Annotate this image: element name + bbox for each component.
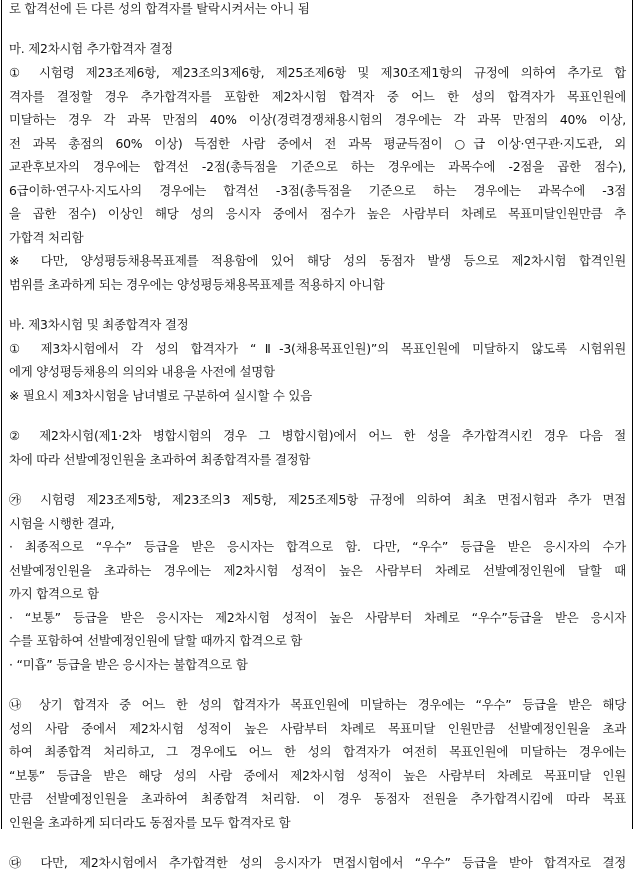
section-heading-ma: 마. 제2차시험 추가합격자 결정	[9, 41, 173, 56]
text-line: 격자를 결정할 경우 추가합격자를 포함한 제2차시험 합격자 중 어느 한 성의 합격자가 목표인원에	[9, 89, 626, 104]
text-line: 미달하는 경우 각 과목 만점의 40% 이상(경력경쟁채용시험의 경우에는 각 과목 만점의 40% 이상,	[9, 112, 626, 127]
document-page	[1, 0, 633, 870]
text-line: 만큼 선발예정인원을 초과하여 최종합격 처리함. 이 경우 동점자 전원을 추가합격시킴에 따라 목표	[9, 791, 626, 806]
text-line: 까지 합격으로 함	[9, 586, 99, 601]
text-line: 6급이하·연구사·지도사의 경우에는 합격선 -3점(총득점을 기준으로 하는 경우에는 과목수에 -3점	[9, 183, 626, 198]
text-line: 을 곱한 점수) 이상인 해당 성의 응시자 중에서 점수가 높은 사람부터 차례로 목표미달인원만큼 추	[9, 206, 626, 221]
text-line: “보통” 등급을 받은 해당 성의 사람 중에서 제2차시험 성적이 높은 사람부터 차례로 목표미달 인원	[9, 768, 626, 783]
text-line: ① 시험령 제23조제6항, 제23조의3제6항, 제25조제6항 및 제30조제1항의 규정에 의하여 추가로 합	[9, 65, 626, 80]
text-line: 하여 최종합격 처리하고, 그 경우에도 어느 한 성의 합격자가 여전히 목표인원에 미달하는 경우에는	[9, 744, 626, 759]
note-line: ※ 필요시 제3차시험을 남녀별로 구분하여 실시할 수 있음	[9, 388, 312, 403]
text-line: ② 제2차시험(제1·2차 병합시험의 경우 그 병합시험)에서 어느 한 성을 추가합격시킨 경우 다음 절	[9, 428, 626, 443]
bullet-line: · 최종적으로 “우수” 등급을 받은 응시자는 합격으로 함. 다만, “우수” 등급을 받은 응시자의 수가	[9, 539, 626, 554]
text-line: ① 제3차시험에서 각 성의 합격자가 “Ⅱ-3(채용목표인원)”의 목표인원에 미달하지 않도록 시험위원	[9, 341, 626, 356]
text-line: ㉰ 다만, 제2차시험에서 추가합격한 성의 응시자가 면접시험에서 “우수” 등급을 받아 합격자로 결정	[9, 855, 626, 870]
text-line: 선발예정인원을 초과하는 경우에는 제2차시험 성적이 높은 사람부터 차례로 선발예정인원에 달할 때	[9, 563, 626, 578]
text-line: 교관후보자의 경우에는 합격선 -2점(총득점을 기준으로 하는 경우에는 과목수에 -2점을 곱한 점수),	[9, 159, 626, 174]
text-line: 차에 따라 선발예정인원을 초과하여 최종합격자를 결정함	[9, 452, 311, 467]
text-line: 전 과목 총점의 60% 이상) 득점한 사람 중에서 전 과목 평균득점이 ○급 이상·연구관·지도관, 외	[9, 136, 626, 151]
text-line: 가합격 처리함	[9, 230, 84, 245]
text-line: 로 합격선에 든 다른 성의 합격자를 탈락시켜서는 아니 됨	[9, 1, 310, 16]
section-heading-ba: 바. 제3차시험 및 최종합격자 결정	[9, 317, 189, 332]
text-line: 수를 포함하여 선발예정인원에 달할 때까지 합격으로 함	[9, 633, 303, 648]
note-line: 범위를 초과하게 되는 경우에는 양성평등채용목표제를 적용하지 아니함	[9, 277, 385, 292]
text-line: 에게 양성평등채용의 의의와 내용을 사전에 설명함	[9, 364, 275, 379]
text-line: 시험을 시행한 결과,	[9, 516, 115, 531]
text-line: 인원을 초과하게 되더라도 동점자를 모두 합격자로 함	[9, 815, 291, 830]
note-line: ※ 다만, 양성평등채용목표제를 적용함에 있어 해당 성의 동점자 발생 등으로 제2차시험 합격인원	[9, 253, 626, 268]
text-line: ㉯ 상기 합격자 중 어느 한 성의 합격자가 목표인원에 미달하는 경우에는 “우수” 등급을 받은 해당	[9, 697, 626, 712]
text-line: 성의 사람 중에서 제2차시험 성적이 높은 사람부터 차례로 목표미달 인원만큼 선발예정인원을 초과	[9, 721, 626, 736]
bullet-line: · “보통” 등급을 받은 응시자는 제2차시험 성적이 높은 사람부터 차례로 “우수”등급을 받은 응시자	[9, 610, 626, 625]
text-line: ㉮ 시험령 제23조제5항, 제23조의3 제5항, 제25조제5항 규정에 의하여 최초 면접시험과 추가 면접	[9, 492, 626, 507]
bullet-line: · “미흡” 등급을 받은 응시자는 불합격으로 함	[9, 657, 248, 672]
